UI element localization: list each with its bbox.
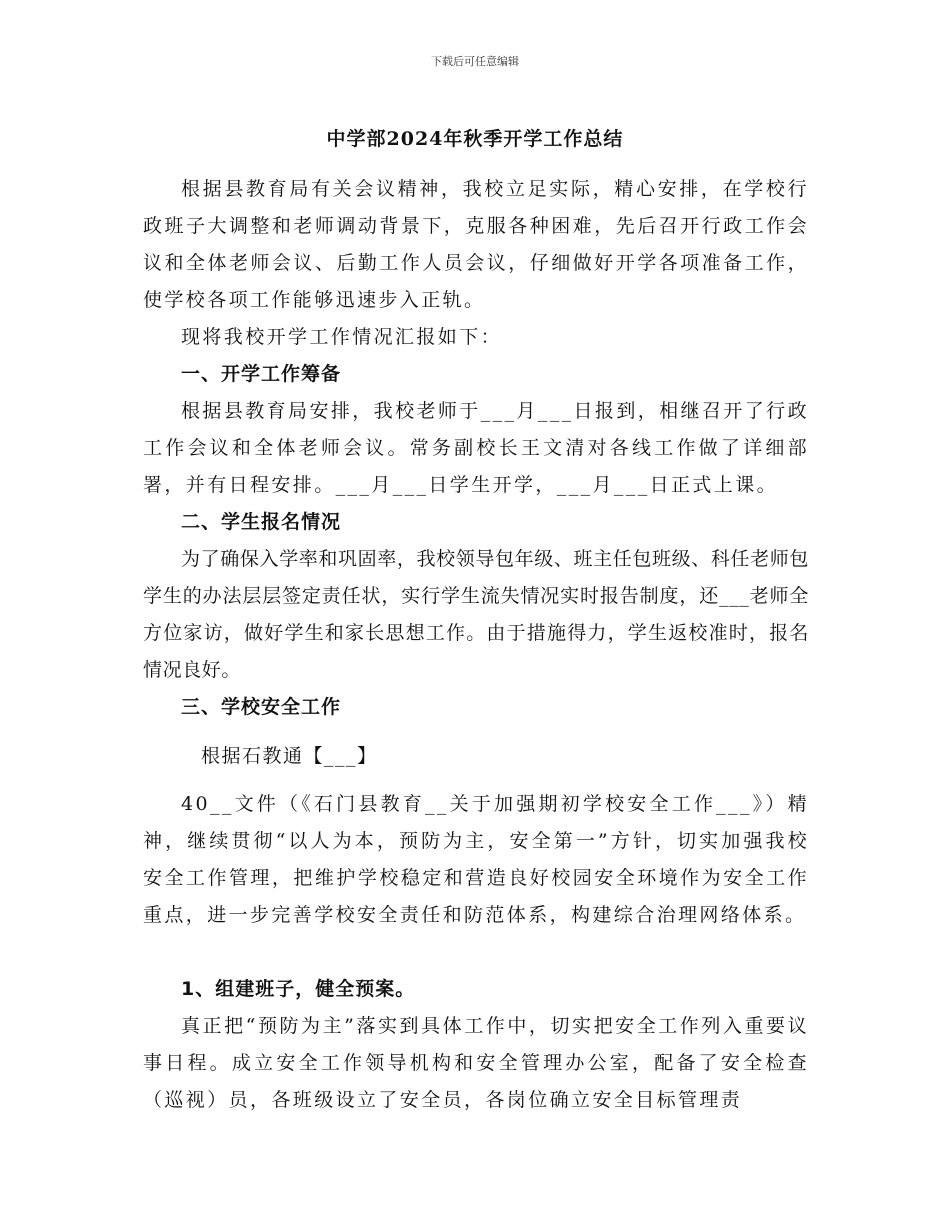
- header-note: 下载后可任意编辑: [431, 55, 519, 68]
- section-3-paragraph-b: 40__文件（《石门县教育__关于加强期初学校安全工作___》）精神，继续贯彻“以人为本，预防为主，安全第一”方针，切实加强我校安全工作管理，把维护学校稳定和营造良好校园安全环境作为安全工作重点，进一步完善学校安全责任和防范体系，构建综合治理网络体系。: [143, 793, 809, 926]
- document-title: 中学部2024年秋季开学工作总结: [326, 128, 624, 150]
- section-1-paragraph-block: [143, 393, 809, 504]
- intro-paragraph-2: 现将我校开学工作情况汇报如下：: [181, 326, 503, 348]
- subsection-3-1-paragraph-block: [143, 1008, 809, 1119]
- subsection-3-1-heading-block: [143, 971, 809, 1008]
- intro-paragraph-1: 根据县教育局有关会议精神，我校立足实际，精心安排，在学校行政班子大调整和老师调动背景下，克服各种困难，先后召开行政工作会议和全体老师会议、后勤工作人员会议，仔细做好开学各项准备工作，使学校各项工作能够迅速步入正轨。: [143, 178, 809, 311]
- section-2-paragraph: 为了确保入学率和巩固率，我校领导包年级、班主任包班级、科任老师包学生的办法层层签定责任状，实行学生流失情况实时报告制度，还___老师全方位家访，做好学生和家长思想工作。由于措施得力，学生返校准时，报名情况良好。: [143, 548, 809, 681]
- section-3-paragraph-a-block: [143, 738, 809, 775]
- section-2-paragraph-block: [143, 541, 809, 689]
- section-1-heading: 一、开学工作筹备: [181, 363, 342, 385]
- section-1-paragraph: 根据县教育局安排，我校老师于___月___日报到，相继召开了行政工作会议和全体老师会议。常务副校长王文清对各线工作做了详细部署，并有日程安排。___月___日学生开学，___月___日正式上课。: [143, 400, 809, 496]
- section-3-heading-block: [143, 689, 809, 726]
- section-2-heading: 二、学生报名情况: [181, 511, 342, 533]
- subsection-3-1-heading: 1、组建班子，健全预案。: [181, 978, 416, 1000]
- intro-paragraph-2-block: [143, 319, 809, 356]
- subsection-3-1-paragraph: 真正把“预防为主”落实到具体工作中，切实把安全工作列入重要议事日程。成立安全工作领导机构和安全管理办公室，配备了安全检查（巡视）员，各班级设立了安全员，各岗位确立安全目标管理责: [143, 1015, 809, 1111]
- section-3-paragraph-a: 根据石教通【___】: [201, 745, 378, 767]
- section-3-heading: 三、学校安全工作: [181, 696, 342, 718]
- section-1-heading-block: [143, 356, 809, 393]
- section-2-heading-block: [143, 504, 809, 541]
- section-3-paragraph-b-block: [143, 786, 809, 934]
- intro-paragraph-1-block: [143, 171, 809, 319]
